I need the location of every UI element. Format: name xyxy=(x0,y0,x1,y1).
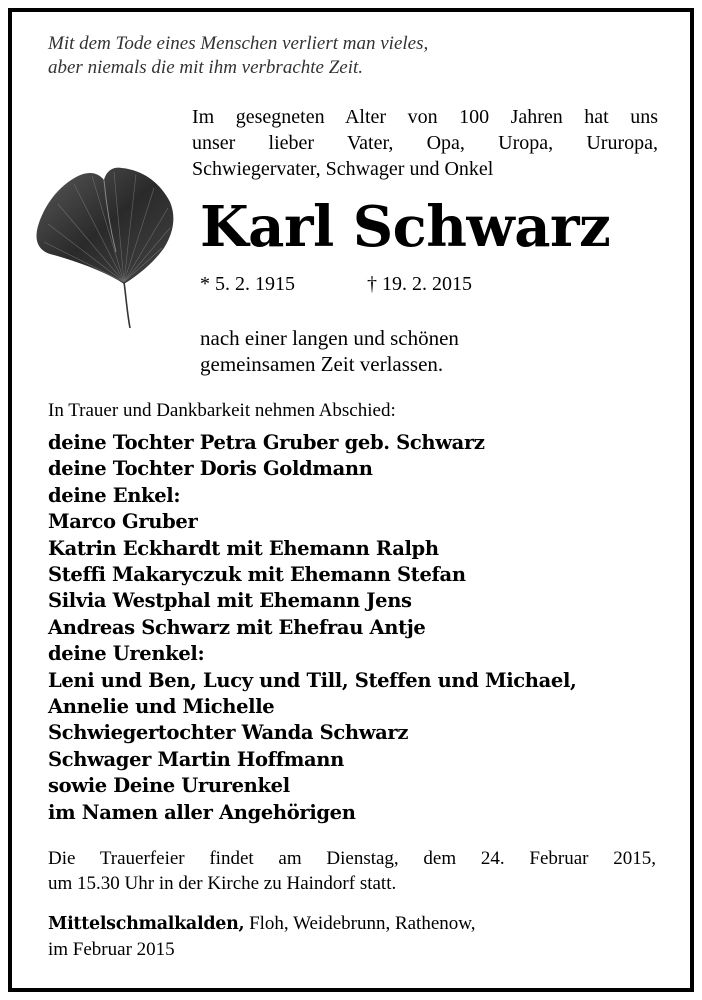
mourner-line: Steffi Makaryczuk mit Ehemann Stefan xyxy=(48,563,466,587)
mourner-line: deine Enkel: xyxy=(48,483,181,507)
farewell-text xyxy=(200,325,459,377)
farewell-line-2: gemeinsamen Zeit verlassen. xyxy=(200,352,444,376)
place-line xyxy=(48,911,476,937)
mourners-heading: In Trauer und Dankbarkeit nehmen Abschied: xyxy=(48,400,396,421)
mourner-line: Schwager Martin Hoffmann xyxy=(48,747,344,771)
mourner-line: Silvia Westphal mit Ehemann Jens xyxy=(48,589,412,613)
intro-text xyxy=(192,104,658,182)
mourners-list xyxy=(48,430,576,826)
ceremony-info xyxy=(48,846,656,896)
mourner-line: deine Tochter Petra Gruber geb. Schwarz xyxy=(48,431,485,454)
farewell-line-1: nach einer langen und schönen xyxy=(200,326,459,350)
intro-line-2: unser lieber Vater, Opa, Uropa, Ururopa, xyxy=(192,132,658,154)
death-date: † 19. 2. 2015 xyxy=(367,273,472,295)
mourner-line: Leni und Ben, Lucy und Till, Steffen und Michael, xyxy=(48,668,577,692)
motto-line-2: aber niemals die mit ihm verbrachte Zeit. xyxy=(48,57,364,78)
motto-quote xyxy=(48,32,428,80)
mourner-line: deine Tochter Doris Goldmann xyxy=(48,457,373,481)
place-others: Floh, Weidebrunn, Rathenow, xyxy=(244,913,476,934)
mourner-line: im Namen aller Angehörigen xyxy=(48,800,356,824)
mourner-line: Schwiegertochter Wanda Schwarz xyxy=(48,721,409,745)
ginkgo-leaf-icon xyxy=(32,162,180,332)
mourner-line: sowie Deine Ururenkel xyxy=(48,774,290,798)
mourner-line: Andreas Schwarz mit Ehefrau Antje xyxy=(48,615,426,639)
mourner-line: Annelie und Michelle xyxy=(48,695,275,719)
motto-line-1: Mit dem Tode eines Menschen verliert man vieles, xyxy=(48,33,429,54)
mourner-line: Katrin Eckhardt mit Ehemann Ralph xyxy=(48,536,439,560)
place-main: Mittelschmalkalden, xyxy=(48,914,245,934)
mourner-line: deine Urenkel: xyxy=(48,642,205,666)
birth-date: * 5. 2. 1915 xyxy=(200,273,295,295)
mourner-line: Marco Gruber xyxy=(48,510,198,534)
ceremony-line-2: um 15.30 Uhr in der Kirche zu Haindorf statt. xyxy=(48,873,397,894)
date-line: im Februar 2015 xyxy=(48,939,175,960)
intro-line-3: Schwiegervater, Schwager und Onkel xyxy=(192,158,494,180)
place-and-date xyxy=(48,911,476,963)
intro-line-1: Im gesegneten Alter von 100 Jahren hat uns xyxy=(192,106,658,128)
ceremony-line-1: Die Trauerfeier findet am Dienstag, dem 24. Februar 2015, xyxy=(48,848,656,869)
deceased-name: Karl Schwarz xyxy=(200,194,611,260)
